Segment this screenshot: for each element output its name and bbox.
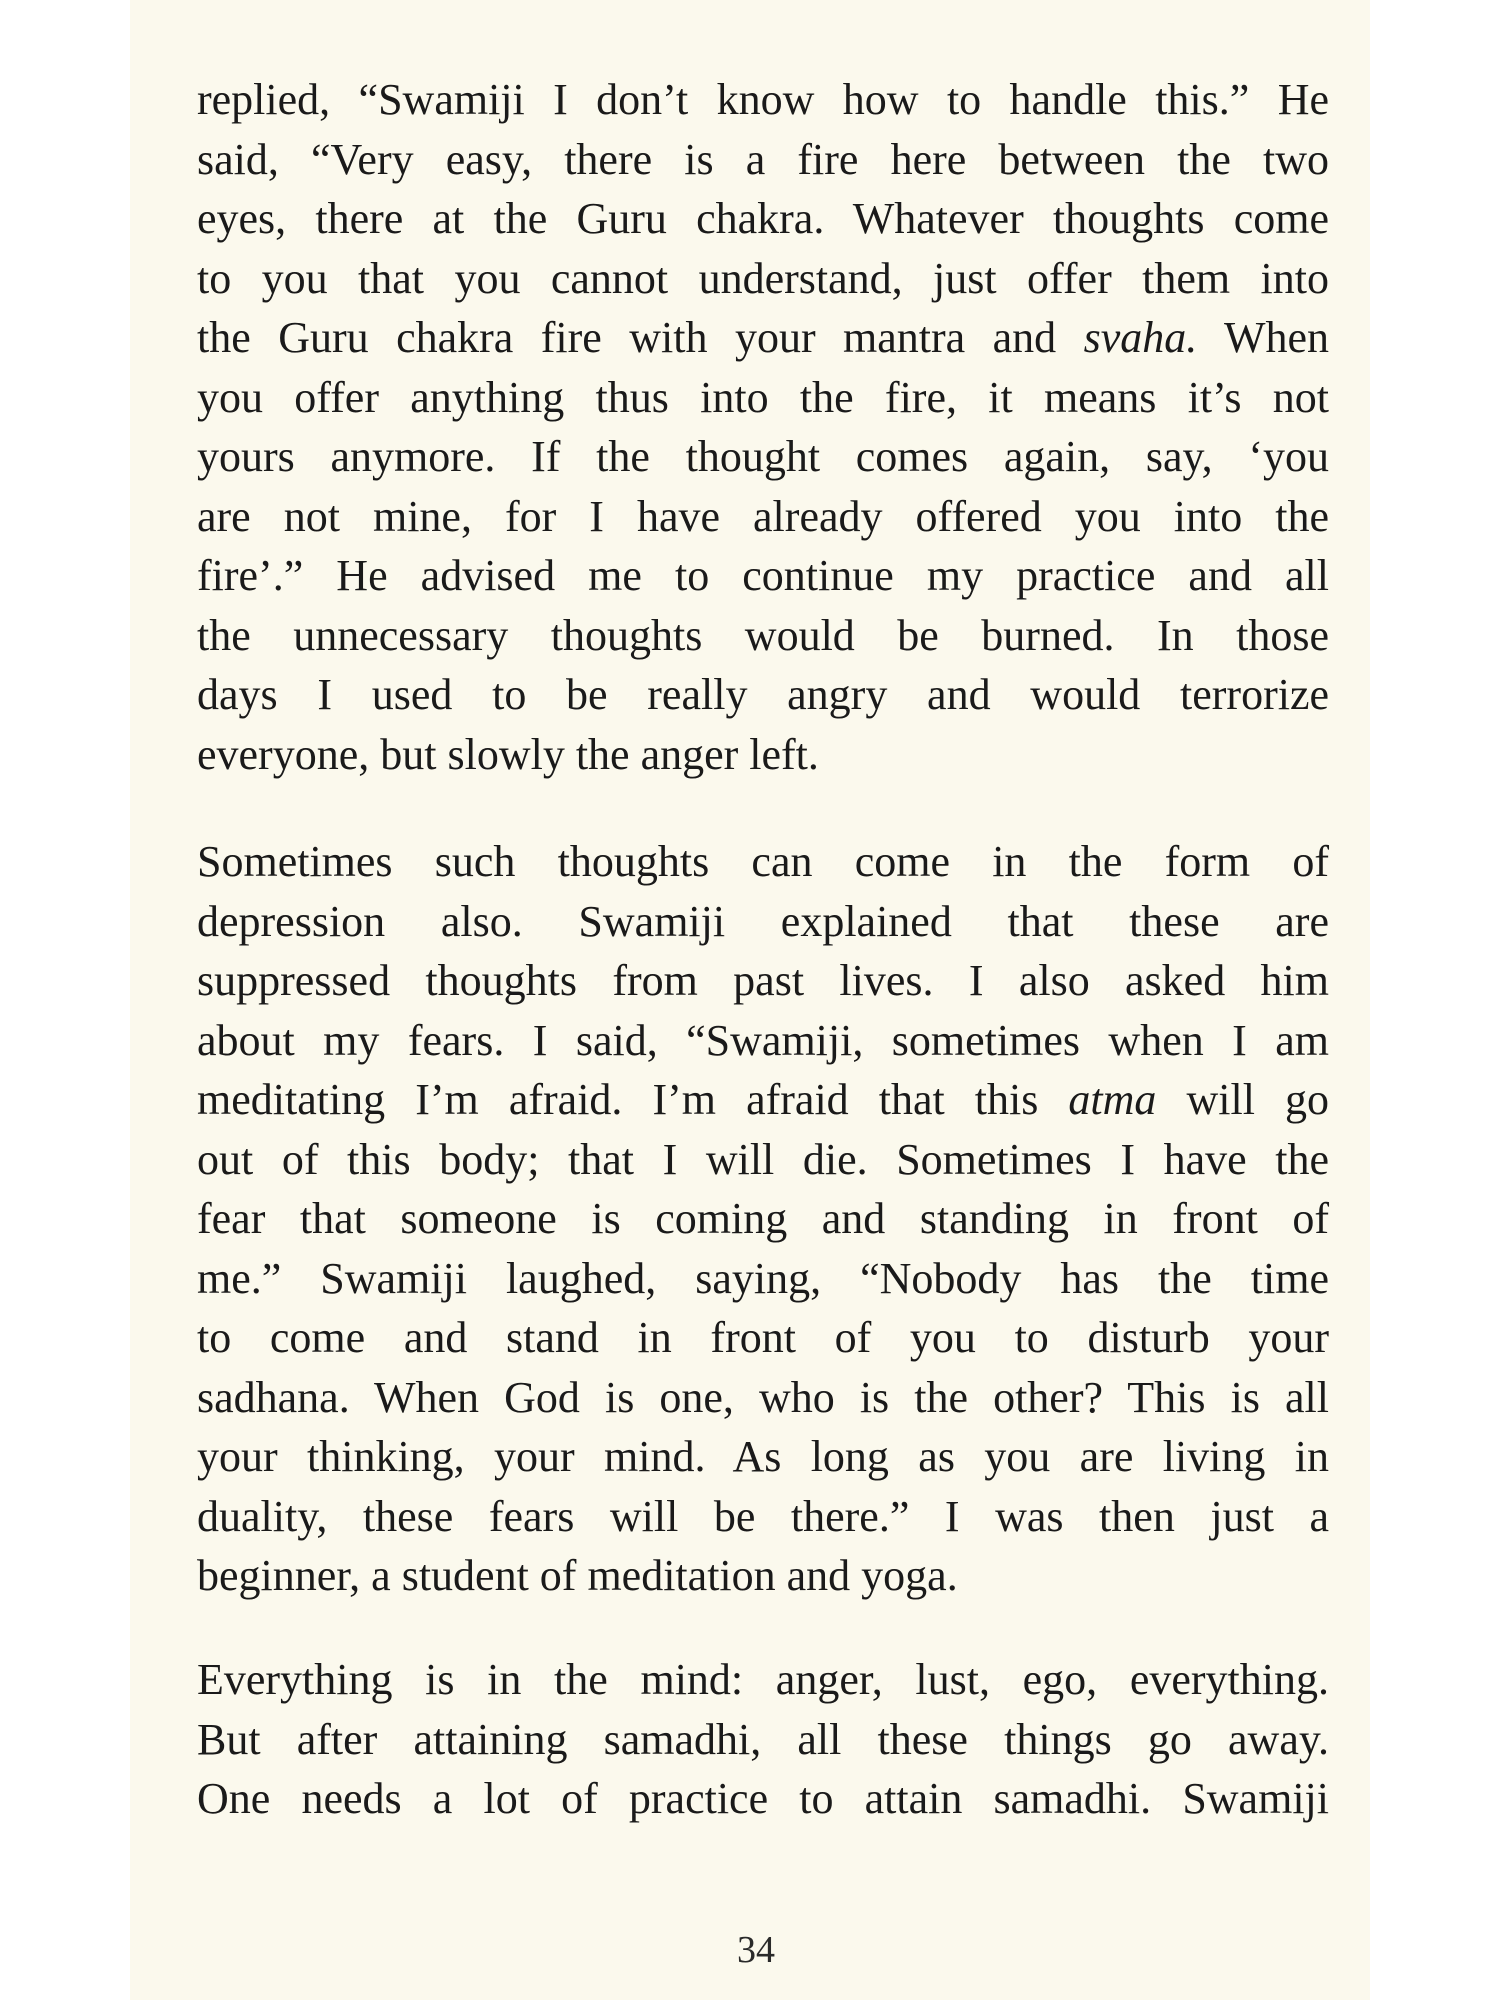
text-line: out of this body; that I will die. Sometimes I have the (197, 1134, 1329, 1184)
text-line: suppressed thoughts from past lives. I also asked him (197, 956, 1329, 1005)
text-line: duality, these fears will be there.” I was then just a (197, 1491, 1329, 1541)
text-line: said, “Very easy, there is a fire here between the two (197, 134, 1329, 184)
italic-term: atma (1068, 1075, 1157, 1124)
text-line: fear that someone is coming and standing in front of (197, 1194, 1329, 1243)
text-line: me.” Swamiji laughed, saying, “Nobody has the time (197, 1253, 1329, 1303)
page-number: 34 (737, 1929, 775, 1971)
text-line: to come and stand in front of you to disturb your (197, 1313, 1329, 1362)
text-run: will go (1156, 1075, 1329, 1124)
text-line: you offer anything thus into the fire, it means it’s not (197, 372, 1329, 422)
text-line: everyone, but slowly the anger left. (197, 729, 819, 779)
text-line: yours anymore. If the thought comes again, say, ‘you (197, 432, 1329, 481)
paragraph-1 (197, 70, 1329, 784)
text-line: depression also. Swamiji explained that these are (197, 896, 1329, 946)
text-line: But after attaining samadhi, all these things go away. (197, 1714, 1329, 1764)
paragraph-2 (197, 832, 1329, 1606)
text-line: Sometimes such thoughts can come in the form of (197, 837, 1329, 886)
text-line: One needs a lot of practice to attain samadhi. Swamiji (197, 1774, 1329, 1823)
text-line: eyes, there at the Guru chakra. Whatever thoughts come (197, 194, 1329, 243)
text-line: days I used to be really angry and would terrorize (197, 670, 1329, 719)
text-line: fire’.” He advised me to continue my practice and all (197, 551, 1329, 600)
text-line: replied, “Swamiji I don’t know how to handle this.” He (197, 75, 1329, 124)
text-line: to you that you cannot understand, just offer them into (197, 253, 1329, 303)
text-line: Everything is in the mind: anger, lust, ego, everything. (197, 1655, 1329, 1704)
text-run: When (1197, 313, 1330, 362)
text-run: the Guru chakra fire with your mantra and (197, 313, 1084, 362)
text-line: about my fears. I said, “Swamiji, sometimes when I am (197, 1015, 1329, 1065)
paragraph-3 (197, 1650, 1329, 1829)
text-line: sadhana. When God is one, who is the other? This is all (197, 1372, 1329, 1422)
text-line: the unnecessary thoughts would be burned. In those (197, 610, 1329, 660)
text-line (197, 1070, 1329, 1130)
text-line (197, 308, 1329, 368)
italic-term: svaha. (1083, 313, 1198, 362)
text-line: beginner, a student of meditation and yoga. (197, 1551, 958, 1600)
text-line: are not mine, for I have already offered you into the (197, 491, 1329, 541)
text-run: meditating I’m afraid. I’m afraid that this (197, 1075, 1069, 1124)
text-line: your thinking, your mind. As long as you are living in (197, 1432, 1329, 1481)
